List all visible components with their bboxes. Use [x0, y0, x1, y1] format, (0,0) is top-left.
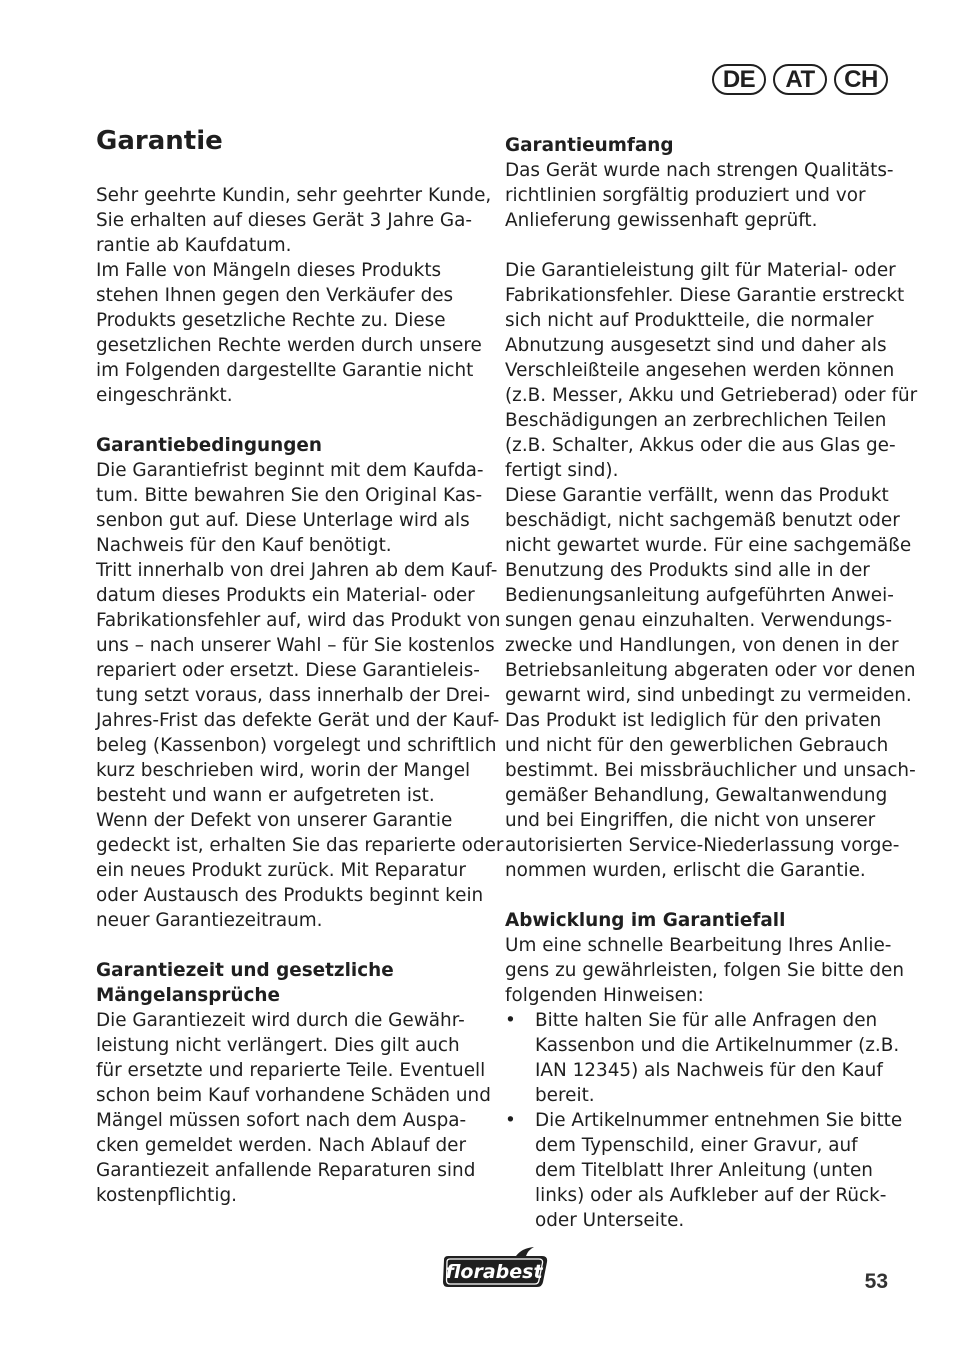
text-line: oder Unterseite.: [535, 1210, 685, 1231]
text-line: gens zu gewährleisten, folgen Sie bitte den: [505, 960, 905, 981]
text-line: oder Austausch des Produkts beginnt kein: [96, 885, 484, 906]
scope-section: [505, 133, 894, 233]
country-badge-at: AT: [773, 64, 827, 95]
text-line: Mängelansprüche: [96, 985, 280, 1006]
claim-section: [505, 908, 904, 1233]
text-line: tum. Bitte bewahren Sie den Original Kas-: [96, 485, 483, 506]
text-line: dem Typenschild, einer Gravur, auf: [535, 1135, 858, 1156]
list-item: [505, 1008, 904, 1108]
claim-heading: Abwicklung im Garantiefall: [505, 910, 786, 931]
text-line: Die Garantiezeit wird durch die Gewähr-: [96, 1010, 465, 1031]
text-line: Sie erhalten auf dieses Gerät 3 Jahre Ga-: [96, 210, 473, 231]
text-line: gemäßer Behandlung, Gewaltanwendung: [505, 785, 888, 806]
text-line: Tritt innerhalb von drei Jahren ab dem Kauf-: [96, 560, 498, 581]
bullet-text: [535, 1008, 904, 1108]
text-line: Die Garantieleistung gilt für Material- oder: [505, 260, 896, 281]
text-line: Produkts gesetzliche Rechte zu. Diese: [96, 310, 446, 331]
text-line: IAN 12345) als Nachweis für den Kauf: [535, 1060, 883, 1081]
period-paragraph: [96, 1008, 491, 1208]
country-badges: [712, 64, 888, 95]
bullet-icon: •: [505, 1010, 516, 1031]
text-line: Im Falle von Mängeln dieses Produkts: [96, 260, 442, 281]
text-line: Benutzung des Produkts sind alle in der: [505, 560, 870, 581]
text-line: besteht und wann er aufgetreten ist.: [96, 785, 435, 806]
text-line: kurz beschrieben wird, worin der Mangel: [96, 760, 471, 781]
text-line: zwecke und Handlungen, von denen in der: [505, 635, 899, 656]
text-line: Diese Garantie verfällt, wenn das Produkt: [505, 485, 889, 506]
text-line: Beschädigungen an zerbrechlichen Teilen: [505, 410, 887, 431]
text-line: sich nicht auf Produktteile, die normaler: [505, 310, 874, 331]
text-line: Garantiezeit anfallende Reparaturen sind: [96, 1160, 476, 1181]
page-number: 53: [864, 1270, 888, 1293]
conditions-section: [96, 433, 503, 933]
logo-text: florabest: [445, 1261, 543, 1283]
text-line: richtlinien sorgfältig produziert und vor: [505, 185, 866, 206]
conditions-heading: Garantiebedingungen: [96, 435, 322, 456]
text-line: bereit.: [535, 1085, 595, 1106]
text-line: gedeckt ist, erhalten Sie das reparierte oder: [96, 835, 504, 856]
text-line: Mängel müssen sofort nach dem Auspa-: [96, 1110, 467, 1131]
text-line: Das Produkt ist lediglich für den privaten: [505, 710, 882, 731]
text-line: links) oder als Aufkleber auf der Rück-: [535, 1185, 887, 1206]
text-line: und nicht für den gewerblichen Gebrauch: [505, 735, 889, 756]
text-line: rantie ab Kaufdatum.: [96, 235, 292, 256]
list-item: [505, 1108, 904, 1233]
conditions-paragraph: [96, 458, 503, 933]
country-badge-ch: CH: [834, 64, 888, 95]
text-line: Jahres-Frist das defekte Gerät und der Kauf-: [96, 710, 500, 731]
text-line: Das Gerät wurde nach strengen Qualitäts-: [505, 160, 894, 181]
text-line: cken gemeldet werden. Nach Ablauf der: [96, 1135, 467, 1156]
text-line: Sehr geehrte Kundin, sehr geehrter Kunde,: [96, 185, 492, 206]
country-badge-de: DE: [712, 64, 766, 95]
text-line: dem Titelblatt Ihrer Anleitung (unten: [535, 1160, 873, 1181]
text-line: Betriebsanleitung abgeraten oder vor denen: [505, 660, 916, 681]
text-line: stehen Ihnen gegen den Verkäufer des: [96, 285, 454, 306]
text-line: schon beim Kauf vorhandene Schäden und: [96, 1085, 491, 1106]
scope-paragraph-1: [505, 158, 894, 233]
text-line: autorisierten Service-Niederlassung vorge-: [505, 835, 900, 856]
bullet-text: [535, 1108, 904, 1233]
text-line: uns – nach unserer Wahl – für Sie kostenlos: [96, 635, 495, 656]
scope-heading: Garantieumfang: [505, 135, 674, 156]
text-line: gewarnt wird, sind unbedingt zu vermeiden.: [505, 685, 912, 706]
text-line: sungen genau einzuhalten. Verwendungs-: [505, 610, 893, 631]
text-line: Um eine schnelle Bearbeitung Ihres Anlie-: [505, 935, 892, 956]
scope-paragraph-2: [505, 258, 917, 883]
text-line: leistung nicht verlängert. Dies gilt auch: [96, 1035, 460, 1056]
text-line: für ersetzte und reparierte Teile. Eventuell: [96, 1060, 486, 1081]
page-title: Garantie: [96, 126, 223, 156]
text-line: Kassenbon und die Artikelnummer (z.B.: [535, 1035, 900, 1056]
text-line: (z.B. Schalter, Akkus oder die aus Glas ge-: [505, 435, 896, 456]
text-line: eingeschränkt.: [96, 385, 233, 406]
claim-intro: [505, 933, 904, 1008]
florabest-logo-icon: [438, 1246, 552, 1290]
text-line: fertigt sind).: [505, 460, 619, 481]
text-line: Fabrikationsfehler. Diese Garantie erstreckt: [505, 285, 905, 306]
text-line: Verschleißteile angesehen werden können: [505, 360, 895, 381]
text-line: tung setzt voraus, dass innerhalb der Drei-: [96, 685, 491, 706]
text-line: beleg (Kassenbon) vorgelegt und schriftlich: [96, 735, 497, 756]
text-line: Die Garantiefrist beginnt mit dem Kaufda-: [96, 460, 484, 481]
period-heading: [96, 958, 491, 1008]
text-line: Bedienungsanleitung aufgeführten Anwei-: [505, 585, 894, 606]
text-line: bestimmt. Bei missbräuchlicher und unsach-: [505, 760, 916, 781]
text-line: Wenn der Defekt von unserer Garantie: [96, 810, 453, 831]
text-line: Bitte halten Sie für alle Anfragen den: [535, 1010, 878, 1031]
text-line: ein neues Produkt zurück. Mit Reparatur: [96, 860, 466, 881]
text-line: neuer Garantiezeitraum.: [96, 910, 323, 931]
text-line: Anlieferung gewissenhaft geprüft.: [505, 210, 818, 231]
text-line: im Folgenden dargestellte Garantie nicht: [96, 360, 474, 381]
florabest-logo: [438, 1246, 552, 1294]
bullet-icon: •: [505, 1110, 516, 1131]
text-line: folgenden Hinweisen:: [505, 985, 704, 1006]
text-line: nicht gewartet wurde. Für eine sachgemäße: [505, 535, 912, 556]
text-line: repariert oder ersetzt. Diese Garantieleis-: [96, 660, 480, 681]
period-section: [96, 958, 491, 1208]
text-line: nommen wurden, erlischt die Garantie.: [505, 860, 866, 881]
text-line: beschädigt, nicht sachgemäß benutzt oder: [505, 510, 900, 531]
text-line: senbon gut auf. Diese Unterlage wird als: [96, 510, 470, 531]
text-line: kostenpflichtig.: [96, 1185, 237, 1206]
text-line: Fabrikationsfehler auf, wird das Produkt von: [96, 610, 501, 631]
intro-paragraph: [96, 183, 491, 408]
text-line: (z.B. Messer, Akku und Getrieberad) oder für: [505, 385, 918, 406]
text-line: datum dieses Produkts ein Material- oder: [96, 585, 475, 606]
text-line: Garantiezeit und gesetzliche: [96, 960, 394, 981]
text-line: Nachweis für den Kauf benötigt.: [96, 535, 392, 556]
text-line: Die Artikelnummer entnehmen Sie bitte: [535, 1110, 903, 1131]
text-line: Abnutzung ausgesetzt sind und daher als: [505, 335, 887, 356]
text-line: gesetzlichen Rechte werden durch unsere: [96, 335, 482, 356]
text-line: und bei Eingriffen, die nicht von unserer: [505, 810, 876, 831]
